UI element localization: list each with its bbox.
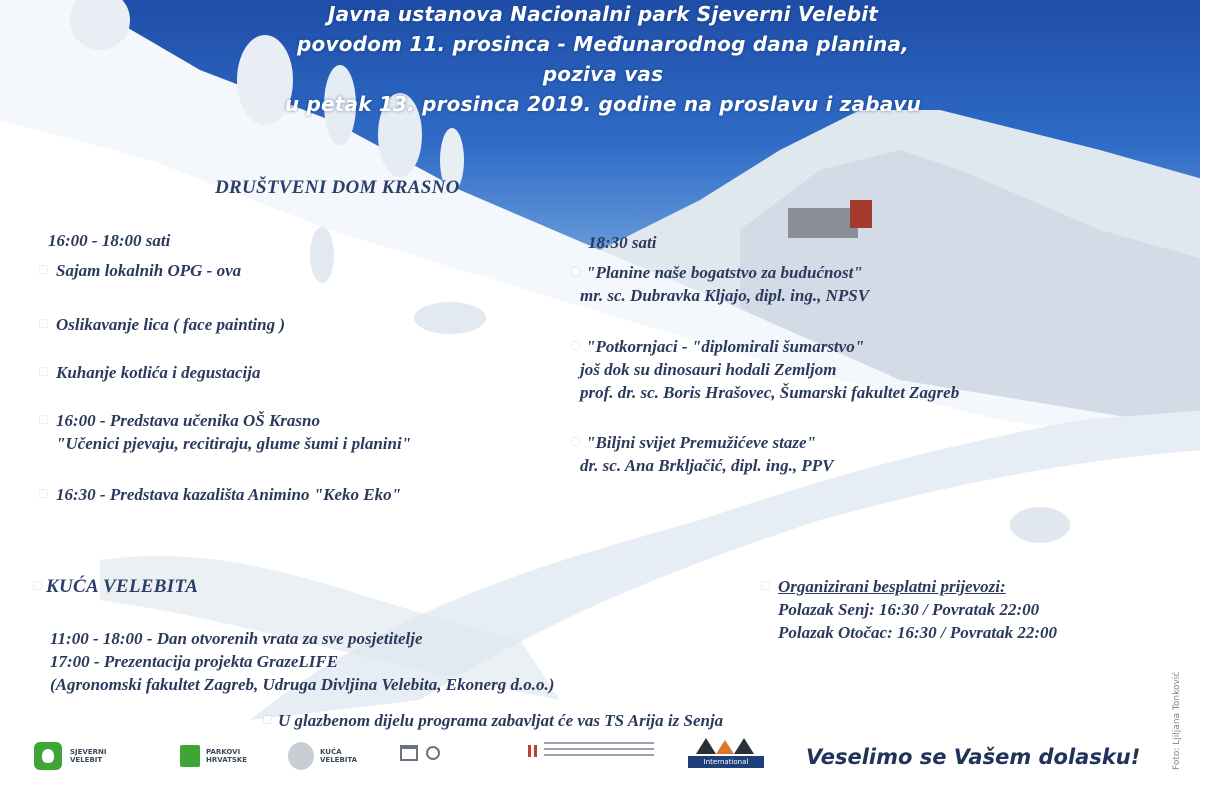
- bullet-icon: [40, 266, 47, 273]
- lecture-3-title: "Biljni svijet Premužićeve staze": [586, 433, 816, 452]
- program-item-face-painting: Oslikavanje lica ( face painting ): [56, 315, 286, 334]
- bullet-icon: [264, 716, 271, 723]
- bullet-icon: [762, 582, 769, 589]
- left-time-slot: 16:00 - 18:00 sati: [48, 231, 171, 250]
- bullet-icon: [572, 268, 579, 275]
- heritage-circle-icon: [426, 746, 440, 760]
- logo-unesco: [400, 745, 440, 761]
- lecture-1-speaker: mr. sc. Dubravka Kljajo, dipl. ing., NPSV: [580, 286, 870, 305]
- bullet-icon: [40, 368, 47, 375]
- logo-ministry: [528, 742, 654, 760]
- parks-logo-icon: [180, 745, 200, 767]
- leaf-logo-icon: [34, 742, 62, 770]
- lecture-2-subtitle: još dok su dinosauri hodali Zemljom: [580, 360, 837, 379]
- closing-slogan: Veselimo se Vašem dolasku!: [806, 745, 1141, 769]
- music-program-line: U glazbenom dijelu programa zabavljat će vas TS Arija iz Senja: [278, 711, 724, 730]
- right-time-slot: 18:30 sati: [588, 233, 657, 252]
- unesco-temple-icon: [400, 745, 418, 761]
- logo-kuca-velebita: KUĆA VELEBITA: [288, 742, 357, 770]
- header-invite-line: poziva vas: [542, 62, 664, 86]
- transport-otocac: Polazak Otočac: 16:30 / Povratak 22:00: [778, 623, 1058, 642]
- transport-senj: Polazak Senj: 16:30 / Povratak 22:00: [778, 600, 1040, 619]
- bullet-icon: [40, 416, 47, 423]
- logo-sjeverni-velebit: SJEVERNI VELEBIT: [34, 742, 106, 770]
- international-label: International: [688, 756, 764, 768]
- bullet-icon: [34, 582, 41, 589]
- logo-international: [688, 738, 764, 768]
- bullet-icon: [40, 320, 47, 327]
- program-item-school-play-subtitle: "Učenici pjevaju, recitiraju, glume šumi i planini": [56, 434, 412, 453]
- lecture-2-title: "Potkornjaci - "diplomirali šumarstvo": [586, 337, 865, 356]
- project-partners-item: (Agronomski fakultet Zagreb, Udruga Divljina Velebita, Ekonerg d.o.o.): [50, 675, 555, 694]
- header-date-line: u petak 13. prosinca 2019. godine na proslavu i zabavu: [284, 92, 922, 116]
- lecture-1-title: "Planine naše bogatstvo za budućnost": [586, 263, 863, 282]
- bullet-icon: [572, 342, 579, 349]
- venue-title-dom-krasno: DRUŠTVENI DOM KRASNO: [215, 177, 460, 198]
- program-item-school-play: 16:00 - Predstava učenika OŠ Krasno: [56, 411, 320, 430]
- header-organizer-line: Javna ustanova Nacionalni park Sjeverni Velebit: [327, 2, 879, 26]
- logo-parkovi-hrvatske: PARKOVI HRVATSKE: [180, 745, 247, 767]
- photo-credit: Foto: Ljiljana Tonković: [1172, 671, 1182, 770]
- project-presentation-item: 17:00 - Prezentacija projekta GrazeLIFE: [50, 652, 339, 671]
- mountains-logo-icon: [688, 738, 764, 754]
- program-item-fair: Sajam lokalnih OPG - ova: [56, 261, 242, 280]
- header-occasion-line: povodom 11. prosinca - Međunarodnog dana planina,: [297, 32, 909, 56]
- right-border: [1200, 0, 1206, 785]
- lecture-3-speaker: dr. sc. Ana Brkljačić, dipl. ing., PPV: [580, 456, 834, 475]
- bullet-icon: [572, 438, 579, 445]
- open-doors-item: 11:00 - 18:00 - Dan otvorenih vrata za sve posjetitelje: [50, 629, 423, 648]
- house-logo-icon: [288, 742, 314, 770]
- program-item-cooking: Kuhanje kotlića i degustacija: [56, 363, 261, 382]
- coat-of-arms-icon: [528, 745, 538, 757]
- venue-title-kuca-velebita: KUĆA VELEBITA: [46, 576, 199, 597]
- program-item-theatre: 16:30 - Predstava kazališta Animino "Keko Eko": [56, 485, 402, 504]
- bullet-icon: [40, 490, 47, 497]
- lecture-2-speaker: prof. dr. sc. Boris Hrašovec, Šumarski fakultet Zagreb: [580, 383, 960, 402]
- ministry-text-lines-icon: [544, 742, 654, 760]
- transport-title: Organizirani besplatni prijevozi:: [778, 577, 1006, 596]
